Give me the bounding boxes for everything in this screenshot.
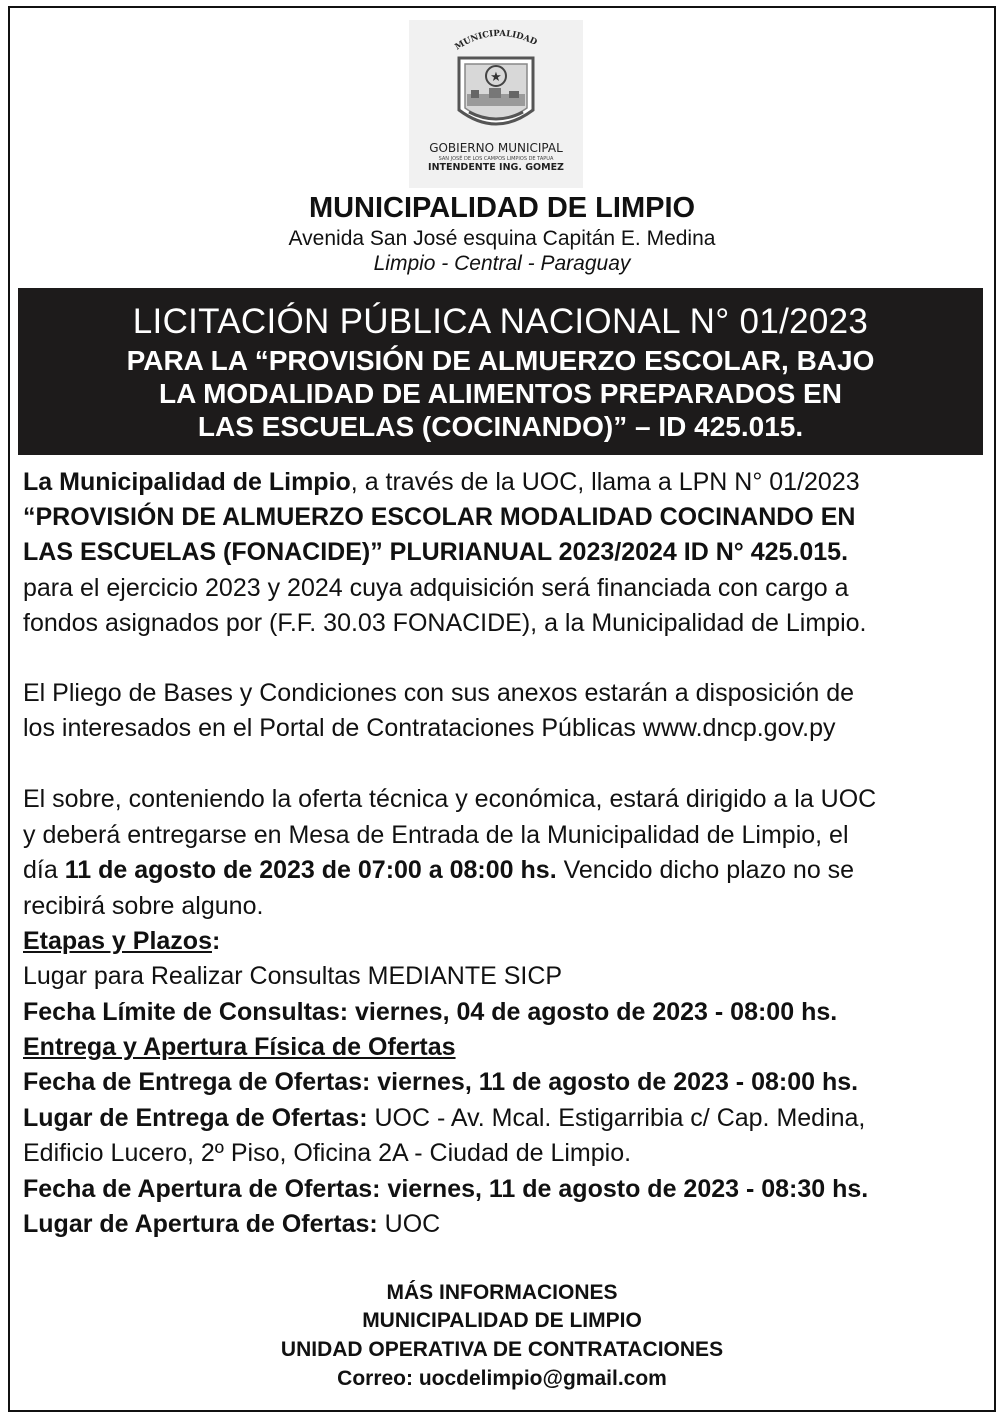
consultas-fecha: Fecha Límite de Consultas: viernes, 04 de agosto de 2023 - 08:00 hs.	[23, 998, 838, 1026]
consultas-lugar: Lugar para Realizar Consultas MEDIANTE SICP	[23, 962, 563, 990]
p3-line3	[23, 856, 854, 885]
municipal-logo	[409, 20, 583, 188]
banner-line2: PARA LA “PROVISIÓN DE ALMUERZO ESCOLAR, BAJO	[126, 345, 875, 376]
banner-line3: LA MODALIDAD DE ALIMENTOS PREPARADOS EN	[159, 378, 842, 409]
p1-line5: fondos asignados por (F.F. 30.03 FONACIDE), a la Municipalidad de Limpio.	[23, 609, 867, 637]
lugar-entrega-label: Lugar de Entrega de Ofertas:	[23, 1104, 368, 1132]
p2-line1: El Pliego de Bases y Condiciones con sus anexos estarán a disposición de	[23, 679, 855, 707]
entrega-heading: Entrega y Apertura Física de Ofertas	[23, 1033, 456, 1061]
footer-email[interactable]: Correo: uocdelimpio@gmail.com	[337, 1367, 667, 1390]
logo-line3: INTENDENTE ING. GOMEZ	[428, 162, 564, 173]
p1-line4: para el ejercicio 2023 y 2024 cuya adquisición será financiada con cargo a	[23, 574, 849, 602]
p3-line4: recibirá sobre alguno.	[23, 892, 264, 920]
lugar-entrega-line2: Edificio Lucero, 2º Piso, Oficina 2A - Ciudad de Limpio.	[23, 1139, 632, 1167]
lugar-apertura-value: UOC	[377, 1210, 441, 1238]
p3-line2: y deberá entregarse en Mesa de Entrada de la Municipalidad de Limpio, el	[23, 821, 849, 849]
tender-title-banner	[18, 288, 983, 455]
svg-text:★: ★	[490, 70, 502, 85]
p3-line1: El sobre, conteniendo la oferta técnica y económica, estará dirigido a la UOC	[23, 785, 877, 813]
deadline-date: 11 de agosto de 2023 de 07:00 a 08:00 hs.	[64, 856, 557, 884]
footer-line2: MUNICIPALIDAD DE LIMPIO	[362, 1309, 642, 1332]
etapas-heading-line	[23, 927, 220, 956]
lugar-apertura	[23, 1210, 440, 1239]
logo-line1: GOBIERNO MUNICIPAL	[429, 141, 563, 155]
fecha-apertura: Fecha de Apertura de Ofertas: viernes, 11 de agosto de 2023 - 08:30 hs.	[23, 1175, 869, 1203]
banner-line1: LICITACIÓN PÚBLICA NACIONAL N° 01/2023	[132, 302, 869, 341]
p3-l3-c: Vencido dicho plazo no se	[556, 856, 855, 884]
footer-line1: MÁS INFORMACIONES	[386, 1281, 618, 1304]
header-title: MUNICIPALIDAD DE LIMPIO	[308, 192, 696, 224]
header-address: Avenida San José esquina Capitán E. Medina	[288, 227, 716, 250]
p1-l1-rest: , a través de la UOC, llama a LPN N° 01/2023	[350, 468, 860, 496]
coat-of-arms-icon	[409, 20, 583, 188]
p1-line2: “PROVISIÓN DE ALMUERZO ESCOLAR MODALIDAD COCINANDO EN	[23, 503, 856, 531]
footer-line3: UNIDAD OPERATIVA DE CONTRATACIONES	[280, 1338, 724, 1361]
lugar-entrega	[23, 1104, 865, 1133]
lugar-apertura-label: Lugar de Apertura de Ofertas:	[23, 1210, 378, 1238]
logo-line2: SAN JOSÉ DE LOS CAMPOS LIMPIOS DE TAPUA	[438, 156, 554, 162]
p1-line3: LAS ESCUELAS (FONACIDE)” PLURIANUAL 2023/2024 ID N° 425.015.	[23, 538, 849, 566]
p3-l3-a: día	[23, 856, 65, 884]
p1-line1	[23, 468, 860, 497]
etapas-heading: Etapas y Plazos	[23, 927, 212, 955]
p2-line2: los interesados en el Portal de Contrataciones Públicas www.dncp.gov.py	[23, 714, 836, 742]
banner-line4: LAS ESCUELAS (COCINANDO)” – ID 425.015.	[197, 411, 804, 442]
header-city: Limpio - Central - Paraguay	[373, 252, 631, 275]
banner-subtitle	[18, 344, 983, 443]
etapas-colon: :	[211, 927, 221, 955]
lugar-entrega-value: UOC - Av. Mcal. Estigarribia c/ Cap. Medina,	[367, 1104, 866, 1132]
p1-bold-org: La Municipalidad de Limpio	[23, 468, 351, 496]
logo-arc-text: MUNICIPALIDAD	[453, 28, 539, 53]
fecha-entrega: Fecha de Entrega de Ofertas: viernes, 11 de agosto de 2023 - 08:00 hs.	[23, 1068, 859, 1096]
